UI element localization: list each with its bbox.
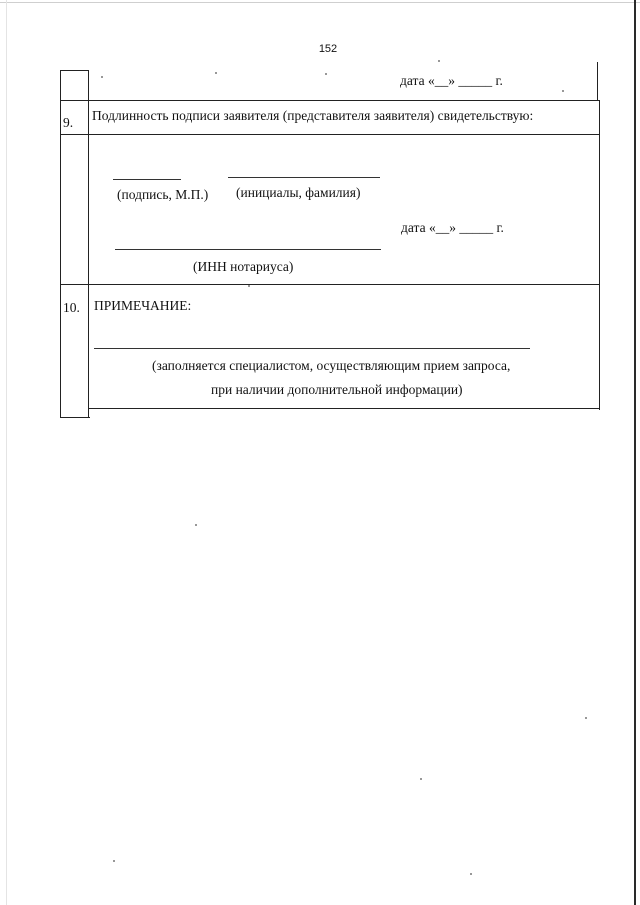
- table-top-stub: [60, 70, 88, 71]
- signature-label: (подпись, М.П.): [117, 187, 209, 202]
- row9-bottom-divider: [60, 284, 600, 285]
- table-right-border: [599, 100, 600, 410]
- form-table: [60, 62, 603, 418]
- row9-date: дата «__» _____ г.: [401, 220, 504, 235]
- scan-right-edge: [634, 0, 636, 905]
- page-number: 152: [318, 43, 338, 55]
- notary-inn-line: [115, 249, 381, 250]
- table-left-border: [60, 70, 61, 418]
- scan-speck: [325, 73, 327, 75]
- signature-line: [113, 179, 181, 180]
- scan-left-edge: [6, 0, 7, 905]
- scan-speck: [562, 90, 564, 92]
- note-caption-line2: при наличии дополнительной информации): [211, 382, 463, 397]
- scan-speck: [113, 860, 115, 862]
- note-line: [94, 348, 530, 349]
- table-right-border-top: [597, 62, 598, 100]
- row10-number: 10.: [63, 300, 80, 315]
- scan-speck: [438, 60, 440, 62]
- scan-speck: [195, 524, 197, 526]
- initials-label: (инициалы, фамилия): [236, 185, 361, 200]
- scan-speck: [420, 778, 422, 780]
- number-column-divider: [88, 70, 89, 418]
- scan-speck: [215, 72, 217, 74]
- notary-inn-label: (ИНН нотариуса): [193, 259, 294, 274]
- scan-speck: [248, 285, 250, 287]
- scan-speck: [585, 717, 587, 719]
- top-row-date: дата «__» _____ г.: [400, 73, 503, 88]
- table-bottom-stub: [60, 417, 90, 418]
- row9-number: 9.: [63, 115, 74, 130]
- row10-title: ПРИМЕЧАНИЕ:: [94, 298, 192, 313]
- row9-title-divider: [60, 134, 600, 135]
- row10-bottom-divider: [88, 408, 600, 409]
- scan-top-edge: [0, 2, 640, 3]
- initials-line: [228, 177, 380, 178]
- note-caption-line1: (заполняется специалистом, осуществляющим прием запроса,: [152, 358, 511, 373]
- scan-speck: [470, 873, 472, 875]
- row9-title: Подлинность подписи заявителя (представителя заявителя) свидетельствую:: [92, 108, 534, 123]
- scan-speck: [101, 76, 103, 78]
- row-divider-top: [60, 100, 600, 101]
